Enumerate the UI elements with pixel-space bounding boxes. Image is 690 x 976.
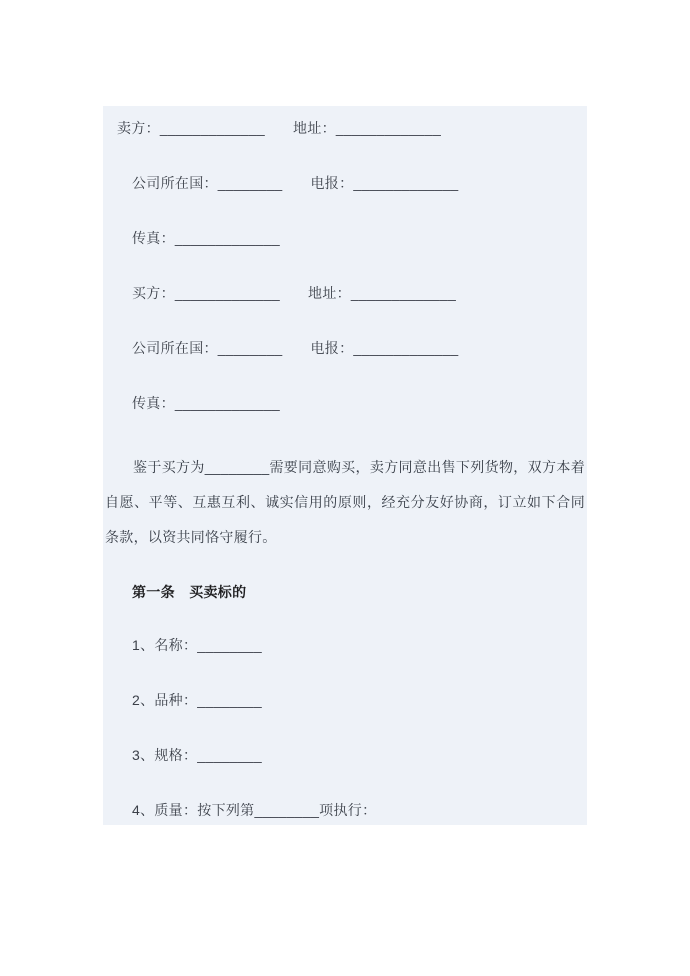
contract-document-panel [103,106,587,825]
article1-item-variety: 2、品种：________ [132,692,262,708]
buyer-country-field: 公司所在国：________ [132,340,283,356]
seller-telegraph-field: 电报：_____________ [310,175,459,191]
buyer-fax-field: 传真：_____________ [132,395,281,411]
seller-row [117,120,585,137]
article1-item-quality: 4、质量：按下列第________项执行： [132,802,377,818]
buyer-telegraph-field: 电报：_____________ [310,340,459,356]
article1-heading: 第一条 买卖标的 [132,584,247,600]
seller-fax-row [132,230,585,247]
seller-field: 卖方：_____________ [117,120,266,136]
buyer-fax-row [132,395,585,412]
seller-address-field: 地址：_____________ [293,120,442,136]
article1-item-specification: 3、规格：________ [132,747,262,763]
buyer-row [132,285,585,302]
buyer-country-row [132,340,585,357]
seller-country-field: 公司所在国：________ [132,175,283,191]
seller-fax-field: 传真：_____________ [132,230,281,246]
seller-country-row [132,175,585,192]
buyer-address-field: 地址：_____________ [308,285,457,301]
buyer-field: 买方：_____________ [132,285,281,301]
contract-preamble: 鉴于买方为________需要同意购买，卖方同意出售下列货物，双方本着自愿、平等、互惠互利、诚实信用的原则，经充分友好协商，订立如下合同条款，以资共同恪守履行。 [105,459,585,545]
article1-item-name: 1、名称：________ [132,637,262,653]
